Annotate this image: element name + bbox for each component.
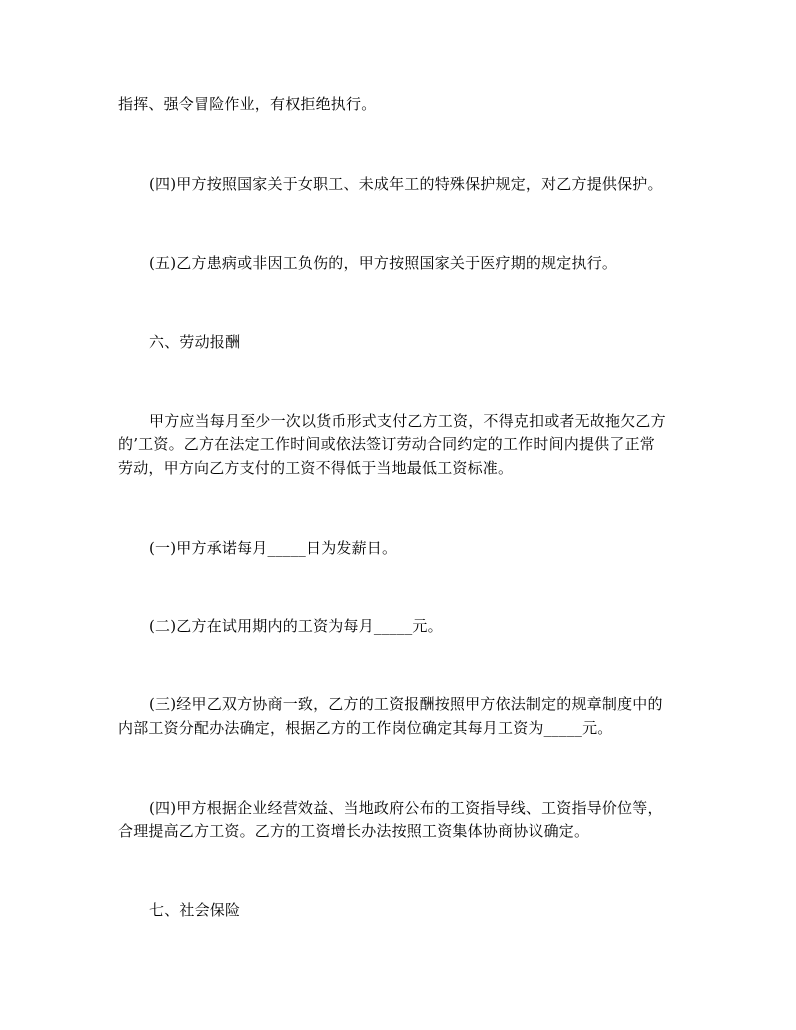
paragraph-line: 劳动，甲方向乙方支付的工资不得低于当地最低工资标准。 [118,459,514,477]
section-heading: 六、劳动报酬 [149,333,241,351]
paragraph-line: (一)甲方承诺每月_____日为发薪日。 [149,539,398,557]
paragraph-line: 甲方应当每月至少一次以货币形式支付乙方工资，不得克扣或者无故拖欠乙方 [149,412,666,430]
paragraph-line: 指挥、强令冒险作业，有权拒绝执行。 [118,95,377,113]
paragraph-line: (二)乙方在试用期内的工资为每月_____元。 [149,617,443,635]
paragraph-line: 合理提高乙方工资。乙方的工资增长办法按照工资集体协商协议确定。 [118,822,590,840]
paragraph-line: (五)乙方患病或非因工负伤的，甲方按照国家关于医疗期的规定执行。 [149,254,618,272]
paragraph-line: (四)甲方根据企业经营效益、当地政府公布的工资指导线、工资指导价位等， [149,799,663,817]
paragraph-line: 内部工资分配办法确定，根据乙方的工作岗位确定其每月工资为_____元。 [118,719,613,737]
paragraph-line: 的’工资。乙方在法定工作时间或依法签订劳动合同约定的工作时间内提供了正常 [118,435,655,453]
paragraph-line: (三)经甲乙双方协商一致，乙方的工资报酬按照甲方依法制定的规章制度中的 [149,695,663,713]
paragraph-line: (四)甲方按照国家关于女职工、未成年工的特殊保护规定，对乙方提供保护。 [149,175,663,193]
section-heading: 七、社会保险 [149,901,241,919]
